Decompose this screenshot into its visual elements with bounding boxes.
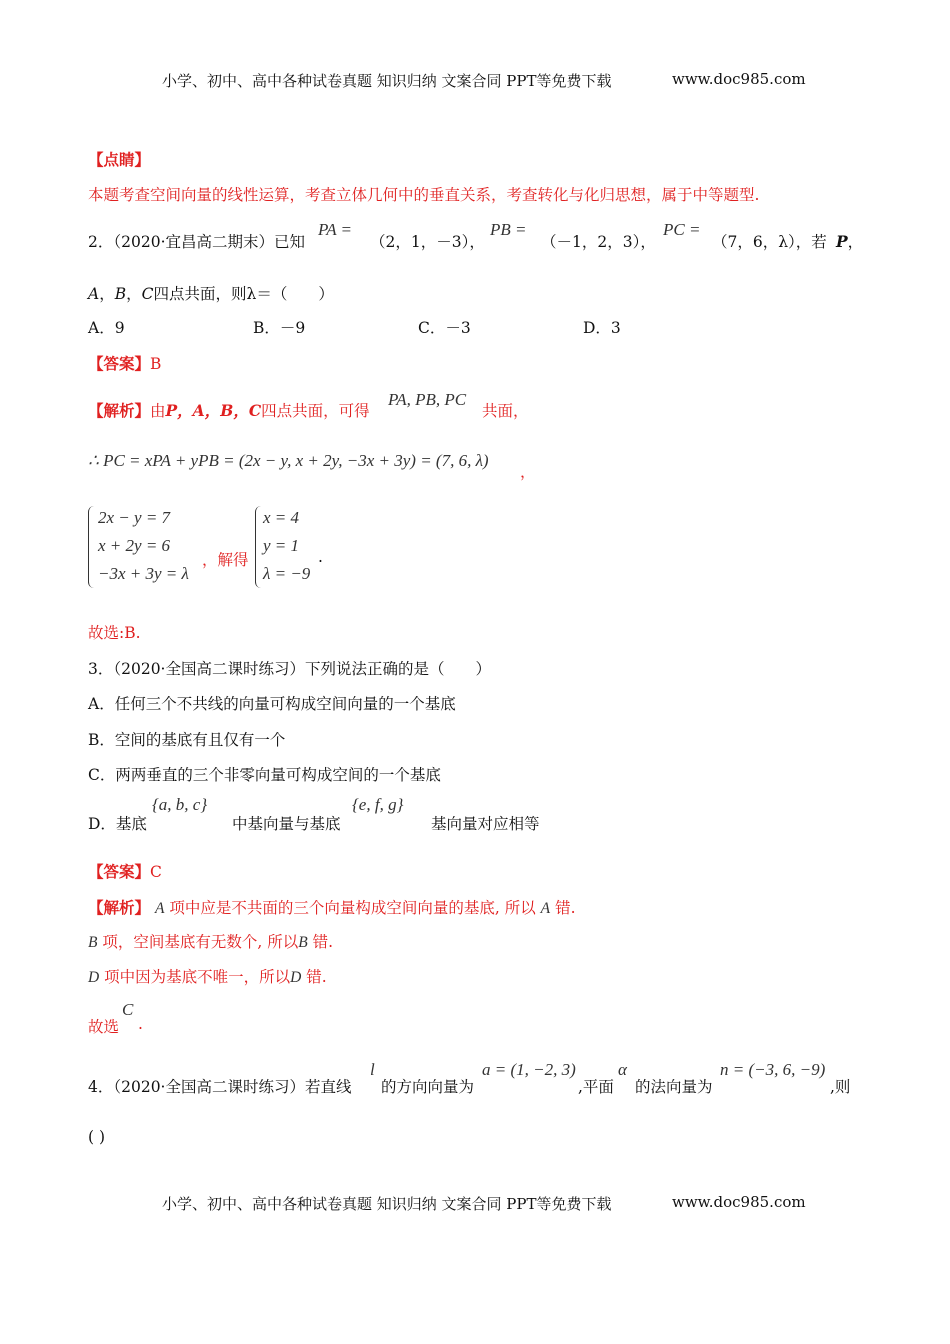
q2-option-b[interactable]: B．－9 xyxy=(253,319,306,337)
q2-source: （2020·宜昌高二期末） xyxy=(113,233,274,251)
q3-option-c[interactable]: C．两两垂直的三个非零向量可构成空间的一个基底 xyxy=(88,766,441,784)
header-text: 小学、初中、高中各种试卷真题 知识归纳 文案合同 PPT等免费下载 xyxy=(162,72,612,90)
q2-pb-value: （－1，2，3）， xyxy=(541,233,656,251)
q2-pc-label: PC = xyxy=(663,220,701,239)
q4-a-vector: a = (1, −2, 3) xyxy=(482,1060,576,1079)
q2-conclusion: 故选:B. xyxy=(88,624,141,642)
q2-line1 xyxy=(88,230,305,252)
q2-number: 2． xyxy=(88,233,114,251)
q3-stem: 3．（2020·全国高二课时练习）下列说法正确的是（ ） xyxy=(88,660,491,678)
q2-analysis: 【解析】由P，A，B，C四点共面，可得 xyxy=(88,401,370,420)
q2-option-c[interactable]: C．－3 xyxy=(418,319,471,337)
q2-solve-text: ，解得 xyxy=(202,551,249,569)
q3-analysis-a: 【解析】 A 项中应是不共面的三个向量构成空间向量的基底, 所以 A 错. xyxy=(88,898,576,917)
q2-equation-comma: ， xyxy=(520,463,536,481)
q3-analysis-d: D 项中因为基底不唯一，所以D 错. xyxy=(88,968,327,986)
q2-analysis-vectors: PA, PB, PC xyxy=(388,390,467,409)
footer-url[interactable]: www.doc985.com xyxy=(672,1193,806,1211)
q3-option-d-mid: 中基向量与基底 xyxy=(232,815,341,833)
q4-mid3: 的法向量为 xyxy=(635,1078,713,1096)
q2-answer: 【答案】B xyxy=(88,354,162,373)
q2-line2: A，B，C四点共面，则λ＝（ ） xyxy=(88,285,334,303)
q2-pc-value: （7，6，λ），若 xyxy=(712,233,827,251)
q3-option-d-set2: {e, f, g} xyxy=(352,795,404,814)
q3-answer: 【答案】C xyxy=(88,862,162,881)
q4-l: l xyxy=(370,1060,375,1079)
footer-text: 小学、初中、高中各种试卷真题 知识归纳 文案合同 PPT等免费下载 xyxy=(162,1195,612,1213)
q2-analysis-post: 共面， xyxy=(482,402,529,420)
q4-end: ,则 xyxy=(830,1078,851,1096)
header-url[interactable]: www.doc985.com xyxy=(672,70,806,88)
q3-conclusion-end: . xyxy=(138,1015,143,1033)
q2-pa-value: （2，1，－3）， xyxy=(370,233,485,251)
q3-option-a[interactable]: A．任何三个不共线的向量可构成空间向量的一个基底 xyxy=(88,695,456,713)
dianjing-label: 【点睛】 xyxy=(88,150,151,169)
q2-option-d[interactable]: D．3 xyxy=(583,319,621,337)
q4-alpha: α xyxy=(618,1060,627,1079)
dianjing-text: 本题考查空间向量的线性运算，考查立体几何中的垂直关系，考查转化与化归思想，属于中等题型. xyxy=(88,186,760,204)
q2-p: P， xyxy=(836,232,864,251)
q4-n-vector: n = (−3, 6, −9) xyxy=(720,1060,826,1079)
q2-pb-label: PB = xyxy=(490,220,527,239)
q2-known: 已知 xyxy=(274,233,306,251)
q3-conclusion: 故选 xyxy=(88,1018,120,1036)
q4-mid1: 的方向向量为 xyxy=(381,1078,475,1096)
q2-option-a[interactable]: A．9 xyxy=(88,319,125,337)
q4-mid2: ,平面 xyxy=(578,1078,614,1096)
q2-equation: ∴ PC = xPA + yPB = (2x − y, x + 2y, −3x + 3y) = (7, 6, λ) xyxy=(88,451,489,470)
q3-option-d-set1: {a, b, c} xyxy=(152,795,208,814)
q4-stem-pre: 4．（2020·全国高二课时练习）若直线 xyxy=(88,1078,352,1096)
q4-paren: ( ) xyxy=(88,1128,106,1146)
q2-pa-label: PA = xyxy=(318,220,352,239)
q3-option-b[interactable]: B．空间的基底有且仅有一个 xyxy=(88,731,286,749)
q3-conclusion-letter: C xyxy=(122,1000,134,1019)
q3-option-d-pre[interactable]: D．基底 xyxy=(88,815,147,833)
q3-analysis-b: B 项，空间基底有无数个, 所以B 错. xyxy=(88,933,334,951)
q3-option-d-post: 基向量对应相等 xyxy=(431,815,540,833)
q2-system-period: . xyxy=(318,548,323,566)
